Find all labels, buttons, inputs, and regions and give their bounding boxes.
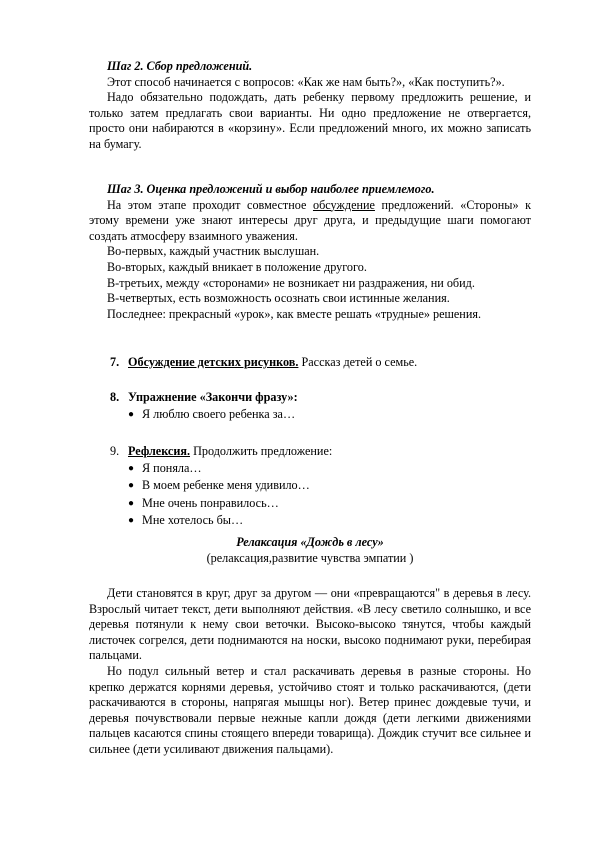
step3-paragraph-1 [89, 198, 531, 245]
item-9-number: 9. [110, 444, 120, 458]
step3-line-3: В-третьих, между «сторонами» не возникает ни раздражения, ни обид. [107, 275, 475, 290]
item-8-list [120, 406, 530, 424]
list-item [120, 460, 530, 478]
step3-p1-end: предложений. «Стороны» к этому времени уже знают интересы друг друга, и предыдущие шаги помогают создать атмосферу взаимного уважения. [89, 197, 531, 243]
step2-title: Шаг 2. Сбор предложений. [107, 59, 253, 73]
list-item-text: Я люблю своего ребенка за… [142, 406, 296, 421]
bullet-icon: ● [127, 515, 135, 527]
item-9-text [128, 444, 332, 460]
list-item-text: Мне хотелось бы… [142, 513, 244, 528]
relaxation-title: Релаксация «Дождь в лесу» [236, 535, 384, 549]
step3-title: Шаг 3. Оценка предложений и выбор наиболее приемлемого. [107, 182, 435, 196]
step2-section [89, 59, 531, 153]
bullet-icon: ● [127, 497, 135, 509]
step3-section [89, 182, 531, 322]
list-item [120, 495, 530, 513]
relaxation-paragraph-2: Но подул сильный ветер и стал раскачивать деревья в разные стороны. Но крепко держатся корнями деревья, устойчиво стоят и только раскачиваются, (дети раскачиваются в стороны, напрягая мышцы ног). Ветер принес дождевые тучи, и деревья почувствовали первые нежные капли дождя (дети легкими движениями пальцев касаются спины стоящего впереди товарища). Дождик стучит все сильнее и сильнее (дети усиливают движения пальцами). [89, 663, 531, 756]
item-7 [110, 355, 530, 371]
item-7-text [128, 355, 417, 371]
item-9-rest: Продолжить предложение: [190, 444, 333, 458]
item-9-list [120, 460, 530, 530]
item-8-text: Упражнение «Закончи фразу»: [128, 390, 298, 404]
bullet-icon: ● [127, 480, 135, 492]
item-8 [110, 390, 530, 423]
item-7-rest: Рассказ детей о семье. [298, 355, 418, 369]
relaxation-body [89, 586, 531, 758]
item-9-bold: Рефлексия. [128, 444, 191, 458]
step2-paragraph-1: Этот способ начинается с вопросов: «Как же нам быть?», «Как поступить?». [107, 74, 505, 89]
step3-line-4: В-четвертых, есть возможность осознать свои истинные желания. [107, 291, 450, 306]
step3-line-5: Последнее: прекрасный «урок», как вместе решать «трудные» решения. [107, 306, 482, 321]
list-item [120, 406, 530, 424]
step3-p1-start: На этом этапе проходит совместное [107, 197, 313, 212]
item-9-heading [110, 444, 530, 460]
list-item [120, 512, 530, 530]
item-8-heading [110, 390, 530, 406]
list-item-text: Мне очень понравилось… [142, 495, 279, 510]
item-9 [110, 444, 530, 530]
item-7-bold: Обсуждение детских рисунков. [128, 355, 299, 369]
relaxation-paragraph-1: Дети становятся в круг, друг за другом — они «превращаются" в деревья в лесу. Взрослый читает текст, дети выполняют действия. «В лесу светило солнышко, и все деревья потянули к нему свои веточки. Высоко-высоко тянутся, чтобы каждый листочек согрелся, дети поднимаются на носки, высоко поднимают руки, перебирая пальцами. [89, 586, 531, 663]
item-7-number: 7. [110, 355, 120, 369]
step3-line-1: Во-первых, каждый участник выслушан. [107, 244, 320, 259]
bullet-icon: ● [127, 462, 135, 474]
step2-paragraph-2: Надо обязательно подождать, дать ребенку первому предложить решение, и только затем предлагать свои варианты. Ни одно предложение не отвергается, просто они набираются в «корзину». Если предложений много, их можно записать на бумагу. [89, 90, 531, 151]
relaxation-heading [89, 535, 531, 566]
step3-p1-underlined: обсуждение [312, 197, 375, 212]
relaxation-subtitle: (релаксация,развитие чувства эмпатии ) [206, 550, 414, 565]
list-item [120, 477, 530, 495]
bullet-icon: ● [127, 408, 135, 420]
list-item-text: В моем ребенке меня удивило… [142, 478, 310, 493]
step3-line-2: Во-вторых, каждый вникает в положение другого. [107, 259, 367, 274]
item-8-number: 8. [110, 390, 120, 404]
list-item-text: Я поняла… [142, 460, 202, 475]
